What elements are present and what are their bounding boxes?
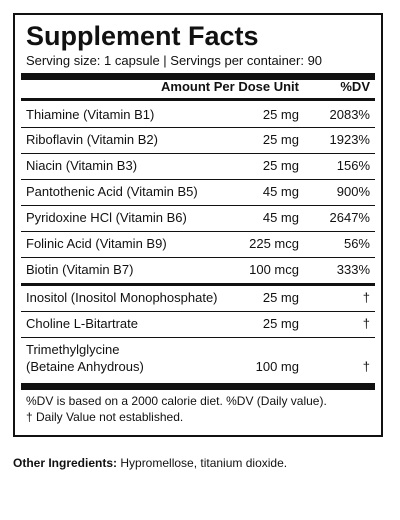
- table-row: [26, 103, 370, 129]
- nutrient-amount: 25 mg: [262, 158, 299, 173]
- nutrient-dv: †: [362, 359, 370, 374]
- nutrient-amount: 45 mg: [262, 210, 299, 225]
- nutrient-name: Niacin (Vitamin B3): [26, 158, 138, 173]
- table-row: [26, 338, 370, 380]
- table-row: [26, 286, 370, 312]
- other-ingredients: [13, 456, 287, 471]
- dv-column-header: %DV: [340, 79, 370, 94]
- nutrient-amount: 225 mcg: [249, 236, 299, 251]
- nutrient-name: Pantothenic Acid (Vitamin B5): [26, 184, 198, 199]
- nutrient-name: Inositol (Inositol Monophosphate): [26, 290, 218, 305]
- table-row: [26, 128, 370, 154]
- footnote-divider: [21, 383, 375, 390]
- table-row: [26, 258, 370, 284]
- nutrient-dv: †: [362, 290, 370, 305]
- serving-info: Serving size: 1 capsule | Servings per container: 90: [26, 53, 323, 68]
- nutrient-amount: 45 mg: [262, 184, 299, 199]
- nutrient-dv: 333%: [336, 262, 370, 277]
- nutrient-name: Riboflavin (Vitamin B2): [26, 132, 158, 147]
- nutrient-name: Thiamine (Vitamin B1): [26, 107, 155, 122]
- nutrient-amount: 100 mcg: [249, 262, 299, 277]
- nutrient-name: Pyridoxine HCl (Vitamin B6): [26, 210, 187, 225]
- nutrient-dv: 56%: [343, 236, 370, 251]
- nutrient-name: Choline L-Bitartrate: [26, 316, 138, 331]
- nutrient-name: Folinic Acid (Vitamin B9): [26, 236, 167, 251]
- panel-title: Supplement Facts: [26, 21, 259, 51]
- nutrient-name: Biotin (Vitamin B7): [26, 262, 134, 277]
- nutrient-dv: 900%: [336, 184, 370, 199]
- amount-column-header: Amount Per Dose Unit: [161, 79, 299, 94]
- table-header-divider: [21, 98, 375, 101]
- table-row: [26, 180, 370, 206]
- dagger-footnote: † Daily Value not established.: [26, 410, 184, 424]
- table-row: [26, 154, 370, 180]
- nutrient-amount: 25 mg: [262, 132, 299, 147]
- nutrient-amount: 25 mg: [262, 107, 299, 122]
- dv-footnote: %DV is based on a 2000 calorie diet. %DV (Daily value).: [26, 394, 327, 408]
- nutrient-dv: †: [362, 316, 370, 331]
- nutrient-amount: 25 mg: [262, 290, 299, 305]
- nutrient-amount: 25 mg: [262, 316, 299, 331]
- nutrient-dv: 156%: [336, 158, 370, 173]
- nutrient-amount: 100 mg: [255, 359, 299, 374]
- nutrient-name-line-2: (Betaine Anhydrous): [26, 359, 144, 374]
- nutrient-dv: 2647%: [329, 210, 370, 225]
- table-row: [26, 232, 370, 258]
- other-ingredients-label: Other Ingredients:: [13, 456, 118, 470]
- nutrient-dv: 2083%: [329, 107, 370, 122]
- other-ingredients-text: Hypromellose, titanium dioxide.: [117, 456, 288, 470]
- supplement-facts-panel: [13, 13, 383, 437]
- table-row: [26, 206, 370, 232]
- nutrient-dv: 1923%: [329, 132, 370, 147]
- table-header: [26, 79, 370, 97]
- nutrient-name-line-1: Trimethylglycine: [26, 342, 120, 357]
- table-row: [26, 312, 370, 338]
